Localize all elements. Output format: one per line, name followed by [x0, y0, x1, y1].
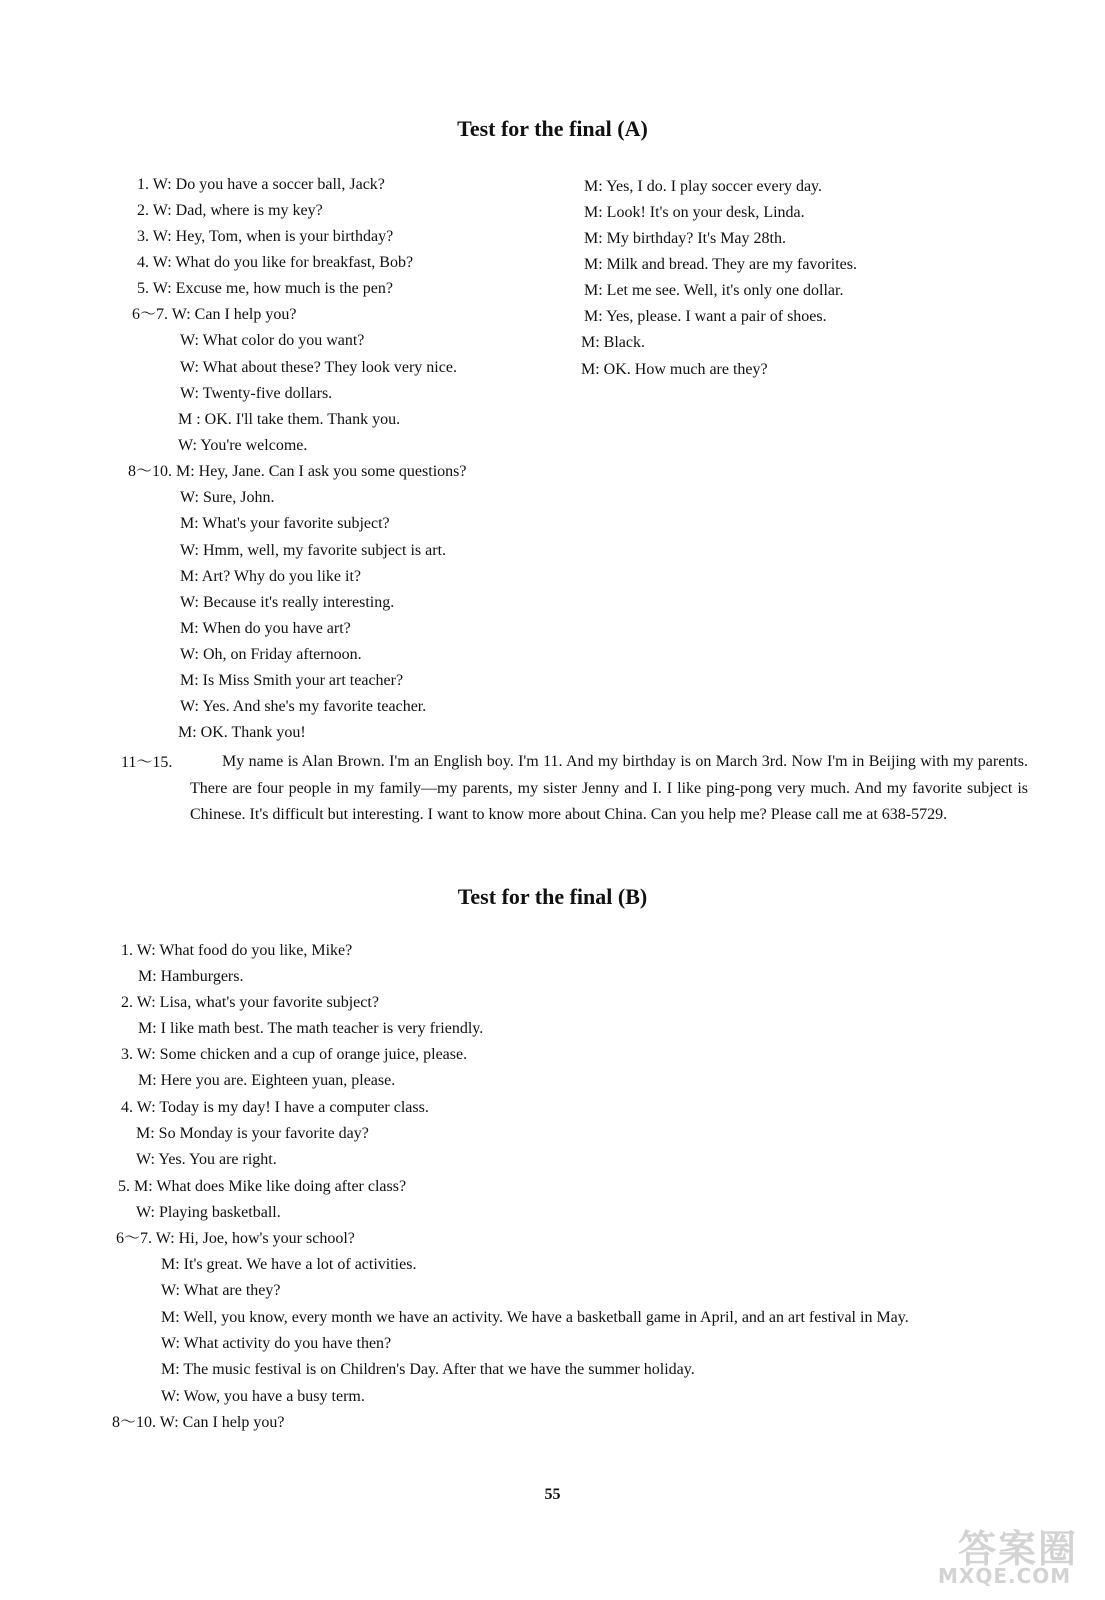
dialogue-line: M: Art? Why do you like it?: [180, 568, 362, 585]
dialogue-line: W: Twenty-five dollars.: [180, 385, 333, 402]
page-number: 55: [544, 1486, 561, 1503]
dialogue-line: M: The music festival is on Children's Day. After that we have the summer holiday.: [161, 1361, 695, 1378]
dialogue-line: W: Sure, John.: [180, 489, 275, 506]
dialogue-line: 2. W: Dad, where is my key?: [137, 202, 323, 219]
dialogue-line: 1. W: Do you have a soccer ball, Jack?: [137, 176, 385, 193]
dialogue-line: M: OK. Thank you!: [178, 724, 306, 741]
dialogue-line: 5. W: Excuse me, how much is the pen?: [137, 280, 393, 297]
dialogue-line: M : OK. I'll take them. Thank you.: [178, 411, 401, 428]
dialogue-line: 3. W: Some chicken and a cup of orange juice, please.: [121, 1046, 468, 1063]
dialogue-line: M: Yes, I do. I play soccer every day.: [584, 178, 823, 195]
passage-number: 11～15.: [121, 754, 173, 771]
dialogue-line: M: My birthday? It's May 28th.: [584, 230, 786, 247]
dialogue-line: M: Hamburgers.: [138, 968, 244, 985]
dialogue-line: M: Well, you know, every month we have an activity. We have a basketball game in April, and an art festival in May.: [161, 1309, 909, 1326]
dialogue-line: 1. W: What food do you like, Mike?: [121, 942, 353, 959]
dialogue-line: W: Yes. You are right.: [136, 1151, 277, 1168]
dialogue-line: M: Here you are. Eighteen yuan, please.: [138, 1072, 396, 1089]
dialogue-line: W: Oh, on Friday afternoon.: [180, 646, 362, 663]
dialogue-line: M: What's your favorite subject?: [180, 515, 390, 532]
dialogue-line: W: What are they?: [161, 1282, 281, 1299]
dialogue-line: 4. W: Today is my day! I have a computer class.: [121, 1099, 429, 1116]
dialogue-line: M: I like math best. The math teacher is very friendly.: [138, 1020, 484, 1037]
dialogue-line: W: What color do you want?: [180, 332, 365, 349]
watermark-logo-text: 答案圈: [958, 1527, 1079, 1571]
dialogue-line: M: Look! It's on your desk, Linda.: [584, 204, 805, 221]
section-a-title: Test for the final (A): [457, 116, 648, 141]
dialogue-line: M: Black.: [581, 334, 645, 351]
dialogue-line: 2. W: Lisa, what's your favorite subject?: [121, 994, 379, 1011]
dialogue-line: 5. M: What does Mike like doing after class?: [118, 1178, 407, 1195]
dialogue-line: W: What activity do you have then?: [161, 1335, 392, 1352]
dialogue-line: M: Is Miss Smith your art teacher?: [180, 672, 404, 689]
dialogue-line: 8～10. M: Hey, Jane. Can I ask you some questions?: [128, 463, 467, 480]
dialogue-line: 8～10. W: Can I help you?: [112, 1414, 285, 1431]
dialogue-line: 6～7. W: Can I help you?: [132, 306, 297, 323]
dialogue-line: M: Milk and bread. They are my favorites.: [584, 256, 857, 273]
section-b-title: Test for the final (B): [457, 884, 648, 909]
listening-passage: My name is Alan Brown. I'm an English boy. I'm 11. And my birthday is on March 3rd. Now I'm in Beijing with my parents. There are four people in my family—my parents, my sister Jenny and I. I like ping-pong very much. And my favorite subject is Chinese. It's difficult but interesting. I want to know more about China. Can you help me? Please call me at 638-5729.: [190, 753, 1028, 823]
watermark-url: MXQE.COM: [938, 1564, 1072, 1588]
dialogue-line: 3. W: Hey, Tom, when is your birthday?: [137, 228, 394, 245]
dialogue-line: M: It's great. We have a lot of activities.: [161, 1256, 417, 1273]
dialogue-line: W: Yes. And she's my favorite teacher.: [180, 698, 427, 715]
dialogue-line: M: When do you have art?: [180, 620, 351, 637]
dialogue-line: 6～7. W: Hi, Joe, how's your school?: [116, 1230, 355, 1247]
dialogue-line: M: So Monday is your favorite day?: [136, 1125, 369, 1142]
dialogue-line: W: Wow, you have a busy term.: [161, 1388, 365, 1405]
dialogue-line: W: Playing basketball.: [136, 1204, 281, 1221]
dialogue-line: W: Because it's really interesting.: [180, 594, 395, 611]
dialogue-line: 4. W: What do you like for breakfast, Bob?: [137, 254, 414, 271]
site-watermark: [938, 1518, 1088, 1588]
dialogue-line: W: You're welcome.: [178, 437, 308, 454]
dialogue-line: M: OK. How much are they?: [581, 361, 768, 378]
dialogue-line: M: Yes, please. I want a pair of shoes.: [584, 308, 827, 325]
dialogue-line: W: What about these? They look very nice.: [180, 359, 457, 376]
dialogue-line: W: Hmm, well, my favorite subject is art.: [180, 542, 447, 559]
dialogue-line: M: Let me see. Well, it's only one dollar.: [584, 282, 844, 299]
